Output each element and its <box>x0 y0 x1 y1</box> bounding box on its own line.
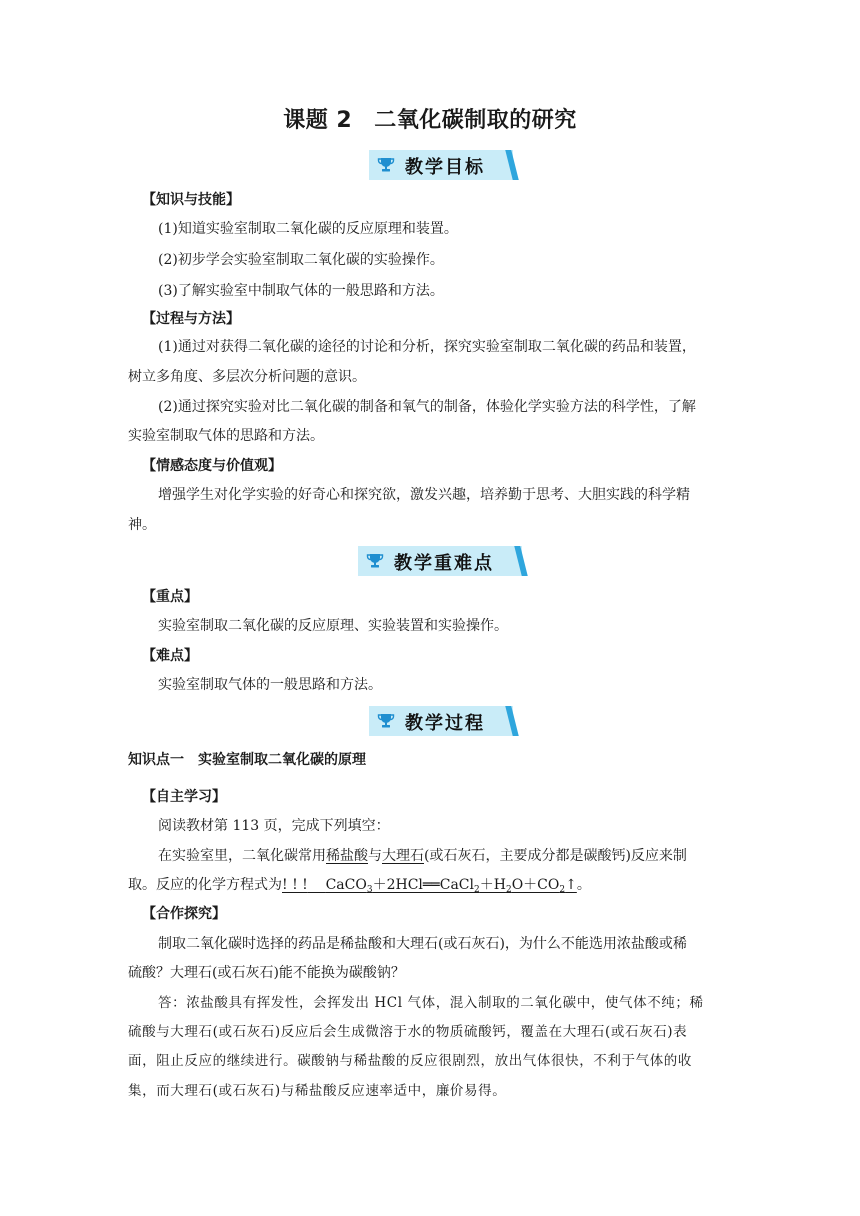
blank-answer-1: 稀盐酸 <box>326 848 368 864</box>
process-item-2-line-1: (2)通过探究实验对比二氧化碳的制备和氧气的制备，体验化学实验方法的科学性，了解 <box>158 399 696 415</box>
heading-knowledge: 【知识与技能】 <box>142 192 240 208</box>
banner-label: 教学过程 <box>405 713 485 734</box>
heading-process-method: 【过程与方法】 <box>142 311 240 327</box>
trophy-icon <box>377 712 395 730</box>
blank-answer-2: 大理石 <box>382 848 424 864</box>
banner-teaching-process <box>369 706 521 736</box>
lesson-number: 课题 2 <box>283 108 353 133</box>
attitude-line-1: 增强学生对化学实验的好奇心和探究欲，激发兴趣，培养勤于思考、大胆实践的科学精 <box>158 487 690 503</box>
heading-self-study: 【自主学习】 <box>142 789 226 805</box>
banner-label: 教学目标 <box>405 157 485 178</box>
lesson-name: 二氧化碳制取的研究 <box>374 108 577 133</box>
heading-key-point: 【重点】 <box>142 589 198 605</box>
knowledge-item-3: (3)了解实验室中制取气体的一般思路和方法。 <box>158 283 444 299</box>
heading-cooperative: 【合作探究】 <box>142 906 226 922</box>
answer-line-4: 集，而大理石(或石灰石)与稀盐酸反应速率适中，廉价易得。 <box>128 1083 507 1099</box>
attitude-line-2: 神。 <box>128 517 156 533</box>
key-point-text: 实验室制取二氧化碳的反应原理、实验装置和实验操作。 <box>158 618 508 634</box>
answer-line-3: 面，阻止反应的继续进行。碳酸钠与稀盐酸的反应很剧烈，放出气体很快，不利于气体的收 <box>128 1053 692 1069</box>
banner-key-difficult <box>358 546 530 576</box>
heading-attitude: 【情感态度与价值观】 <box>142 458 282 474</box>
question-line-2: 硫酸？大理石(或石灰石)能不能换为碳酸钠？ <box>128 965 405 981</box>
fill-sentence-line-2: 取。反应的化学方程式为! ! ! $CaCO_3+2HCl══CaCl_2+H_2O+CO_2↑$。 <box>128 877 591 895</box>
process-item-1-line-2: 树立多角度、多层次分析问题的意识。 <box>128 369 366 385</box>
difficult-point-text: 实验室制取气体的一般思路和方法。 <box>158 677 382 693</box>
process-item-1-line-1: (1)通过对获得二氧化碳的途径的讨论和分析，探究实验室制取二氧化碳的药品和装置， <box>158 339 696 355</box>
fill-sentence-line-1: 在实验室里，二氧化碳常用稀盐酸与大理石(或石灰石，主要成分都是碳酸钙)反应来制 <box>158 848 687 864</box>
banner-teaching-goals <box>369 150 521 180</box>
knowledge-item-1: (1)知道实验室制取二氧化碳的反应原理和装置。 <box>158 221 458 237</box>
page-title <box>0 103 860 134</box>
heading-difficult-point: 【难点】 <box>142 648 198 664</box>
answer-line-2: 硫酸与大理石(或石灰石)反应后会生成微溶于水的物质硫酸钙，覆盖在大理石(或石灰石)表 <box>128 1024 688 1040</box>
banner-label: 教学重难点 <box>394 553 494 574</box>
section-heading: 知识点一 实验室制取二氧化碳的原理 <box>128 752 366 768</box>
knowledge-item-2: (2)初步学会实验室制取二氧化碳的实验操作。 <box>158 252 444 268</box>
question-line-1: 制取二氧化碳时选择的药品是稀盐酸和大理石(或石灰石)，为什么不能选用浓盐酸或稀 <box>158 936 687 952</box>
process-item-2-line-2: 实验室制取气体的思路和方法。 <box>128 428 324 444</box>
trophy-icon <box>377 156 395 174</box>
trophy-icon <box>366 552 384 570</box>
answer-line-1: 答：浓盐酸具有挥发性，会挥发出 HCl 气体，混入制取的二氧化碳中，使气体不纯；稀 <box>158 995 704 1011</box>
reading-instruction: 阅读教材第 113 页，完成下列填空： <box>158 818 390 834</box>
equation-answer: ! ! ! $CaCO_3+2HCl══CaCl_2+H_2O+CO_2↑$ <box>282 877 577 895</box>
